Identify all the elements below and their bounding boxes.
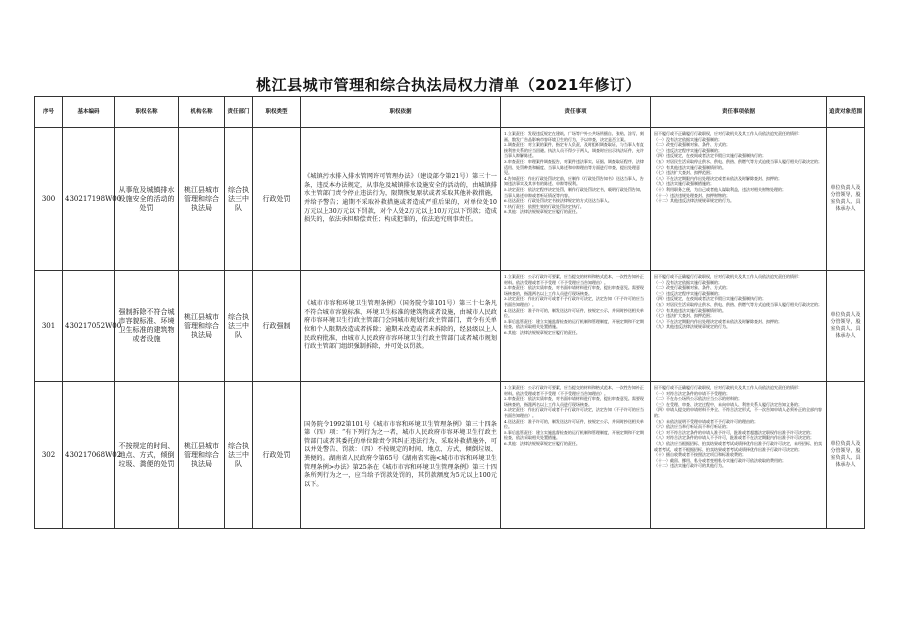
resp-item: （四）违反规定，在夜间或者法定节假日实施行政强制执行的； [654, 296, 766, 302]
resp-item: （二）不在办公场所公示依法应当公示的材料的； [654, 396, 742, 402]
row-type: 行政处罚 [253, 382, 301, 529]
row-org: 桃江县城市管理和综合执法局 [179, 382, 225, 529]
resp-item: （十二）违法实施行政许可的其他行为。 [654, 463, 726, 469]
row-type: 行政强制 [253, 271, 301, 382]
resp-item: （六）有其他违法实施行政强制情形的。 [654, 307, 726, 313]
resp-item: （二）改变行政强制对象、条件、方式的； [654, 142, 730, 148]
resp-item: （八）对符合法定条件的申请人不予许可，批准或者不在法定期限内作出准予许可决定的； [654, 435, 814, 441]
header-basis: 职权依据 [301, 97, 501, 128]
duty-item: 2.审查责任：依法实质审查，对书面申请材料进行审查，提出审查意见。需要现场核查的，指派两名以上工作人员进行现场核查。 [504, 396, 644, 407]
row-no: 301 [35, 271, 63, 382]
resp-item: （九）依法应当根据招标、拍卖结果或者考试成绩择优作出准予行政许可决定，未经招标、拍卖或者考试，或者不根据招标、拍卖结果或者考试成绩择优作出准予行政许可决定的； [654, 440, 822, 452]
resp-item: （五）未依法说明不受理申请或者不予行政许可的理由的； [654, 418, 758, 424]
row-accountable: 单位负责人及分管领导，股室负责人、具体承办人 [827, 271, 865, 382]
row-accountable: 单位负责人及分管领导，股室负责人、具体承办人 [827, 128, 865, 271]
resp-item: （九）其他违反法律法规规章规定的行为。 [654, 324, 730, 330]
duty-item: 4.送达责任：准予许可的，制发送达许可证件，按规定公示，并同时抄送相关单位。 [504, 418, 644, 430]
duty-item: 5.事后监管责任：建立实施监督检查的运行机制和管理制度，开展定期和不定期检查，依法采取相关处置措施。 [504, 429, 644, 441]
header-dept: 责任部门 [225, 97, 253, 128]
row-duties [501, 271, 651, 382]
resp-item: （七）违法扩大查封、扣押范围； [654, 170, 714, 176]
row-code: 430217068W02 [63, 382, 115, 529]
header-org: 机构名称 [179, 97, 225, 128]
duty-item: 5.决定责任：依法定程序决定处罚，制作行政处罚决定书，载明行政处罚告知、当事人陈述申辩或者听证情况等内容。 [504, 186, 644, 198]
row-basis: 《城市市容和环境卫生管理条例》（国务院令第101号）第三十七条凡不符合城市容貌标准、环境卫生标准的建筑物或者设施，由城市人民政府市容环境卫生行政主管部门会同城市规划行政主管部门，责令有关单位和个人限期改造或者拆除；逾期未改造或者未拆除的，经县级以上人民政府批准，由城市人民政府市容环境卫生行政主管部门或者城市规划行政主管部门组织强制拆除，并可处以罚款。 [301, 271, 501, 382]
row-accountable: 单位负责人及分管领导，股室负责人、具体承办人 [827, 382, 865, 529]
duty-item: 6.送达责任：行政处罚决定书按法律规定的方式送达当事人。 [504, 198, 612, 204]
header-no: 序号 [35, 97, 63, 128]
duty-item: 3.决定责任：作出行政许可或者不予行政许可决定，法定告知（不予许可的应当书面告知理由）。 [504, 296, 644, 307]
resp-item: （七）对不符合法定条件的申请人准予许可，批准或者超越法定职权作出准予许可决定的； [654, 429, 814, 435]
table-row [35, 128, 865, 271]
duty-item: 4.告知责任：作出行政处罚决定前，应制作《行政处罚告知书》送达当事人，告知违法事实及其享有的陈述、申辩等权利。 [504, 175, 644, 187]
header-duties: 责任事项 [501, 97, 651, 128]
duty-item: 2.审查责任：依法实质审查，对书面申请材料进行审查，提出审查意见。需要现场核查的，指派两名以上工作人员进行现场核查。 [504, 285, 644, 296]
row-resp [651, 382, 827, 529]
resp-item: （八）不在法定期限内作出处理决定或者未依法及时解除查封、扣押的； [654, 318, 782, 324]
table-row [35, 271, 865, 382]
row-resp [651, 128, 827, 271]
resp-item: （十一）截留、挪用、私分或者变相私分实施行政许可依法收取的费用的； [654, 457, 786, 463]
resp-item: （十）擅自收费或者不按照法定项目和标准收费的； [654, 452, 746, 458]
resp-item: （七）违法扩大查封、扣押范围； [654, 313, 714, 319]
resp-item: 因不履行或不正确履行行政职权，应对行政机关及其工作人员依法追究责任的情形： [654, 131, 802, 136]
resp-item: （四）违反规定，在夜间或者法定节假日实施行政强制执行的； [654, 153, 766, 159]
power-list-table [34, 96, 865, 529]
duty-item: 3.决定责任：作出行政许可或者不予行政许可决定，法定告知（不予许可的应当书面告知理由）。 [504, 407, 644, 418]
header-accountable: 追责对象范围 [827, 97, 865, 128]
resp-item: （十一）违法违规处理查封、扣押财物的； [654, 192, 730, 198]
duty-item: 2.调查责任：对立案的案件，指定专人负责，及时组织调查取证，与当事人有直接利害关系的应当回避。执法人员不得少于两人，调查时应出示执法证件，允许当事人辩解陈述。 [504, 142, 644, 159]
row-type: 行政处罚 [253, 128, 301, 271]
resp-item: （十）利用职务之便，为自己或者他人谋取利益，违法对相关财物处理的； [654, 186, 786, 192]
row-name: 强制拆除不符合城市容貌标准、环境卫生标准的建筑物或者设施 [115, 271, 179, 382]
resp-item: （十二）其他违反法律法规规章规定的行为。 [654, 198, 734, 204]
resp-item: （九）违法实施行政强制措施的； [654, 181, 714, 187]
row-duties [501, 382, 651, 529]
duty-item: 1.立案责任：发现违反规定在建筑、广场等户外公共场所擅自、张贴、涂写、刻画、散发广告品影响市容环境卫生的行为，予以审查，决定是否立案。 [504, 131, 644, 142]
duty-item: 6.其他：法律法规规章规定应履行的责任。 [504, 329, 580, 335]
duty-item: 4.送达责任：准予许可的，制发送达许可证件，按规定公示，并同时抄送相关单位。 [504, 307, 644, 319]
resp-item: （一）没有法定依据实施行政强制的； [654, 279, 722, 285]
duty-item: 6.其他：法律法规规章规定应履行的责任。 [504, 440, 580, 446]
row-basis: 国务院令1992第101号《城市市容和环境卫生管理条例》第三十四条第（四）项：“有下列行为之一者，城市人民政府市容环境卫生行政主管部门或者其委托的单位除责令其纠正违法行为、采取补救措施外，可以并处警告、罚款：（四）不按规定的时间、地点、方式，倾倒垃圾、粪便的。湖南省人民政府令第65号《湖南省实施<城市市容和环境卫生管理条例>办法》第25条在《城市市容和环境卫生管理条例》第三十四条所列行为之一，应当给予罚款处罚的，其罚款额度为5元以上100元以下。 [301, 382, 501, 529]
duty-item: 3.审查责任：审理案件调查报告，对案件违法事实、证据、调查取证程序、法律适用、处罚种类和幅度、当事人陈述和申辩理由等方面进行审查，提出处理意见。 [504, 158, 644, 176]
table-row [35, 382, 865, 529]
resp-item: 因不履行或不正确履行行政职权，应对行政机关及其工作人员依法追究责任的情形： [654, 274, 802, 279]
header-code: 基本编码 [63, 97, 115, 128]
resp-item: （一）对符合法定条件的申请不予受理的； [654, 390, 730, 396]
row-no: 300 [35, 128, 63, 271]
resp-item: （四）申请人提交的申请材料不齐全、不符合法定形式，不一次告知申请人必须补正的全部内容的； [654, 407, 822, 418]
duty-item: 7.执行责任：依照生效的行政处罚决定执行。 [504, 203, 584, 209]
row-basis: 《城镇污水排入排水管网许可管理办法》（建设部令第21号）第三十一条，违反本办法规定，从事危及城镇排水设施安全的活动的，由城镇排水主管部门责令停止违法行为，限期恢复原状或者采取其他补救措施，并给予警告；逾期不采取补救措施或者造成严重后果的，对单位处10万元以上30万元以下罚款，对个人处2万元以上10万元以下罚款；造成损失的，依法承担赔偿责任；构成犯罪的，依法追究刑事责任。 [301, 128, 501, 271]
resp-item: （六）依法应当举行听证而不举行听证的； [654, 424, 730, 430]
row-duties [501, 128, 651, 271]
duty-item: 1.立案责任：公示行政许可要素，应当提交的材料和格式范本，一次性告知补正材料。依法受理或者不予受理（不予受理应当告知理由）。 [504, 385, 644, 396]
duty-item: 1.立案责任：公示行政许可要素，应当提交的材料和格式范本，一次性告知补正材料。依法受理或者不予受理（不予受理应当告知理由）。 [504, 274, 644, 285]
header-type: 职权类型 [253, 97, 301, 128]
row-resp [651, 271, 827, 382]
row-no: 302 [35, 382, 63, 529]
row-name: 从事危及城镇排水设施安全的活动的处罚 [115, 128, 179, 271]
resp-item: （八）不在法定期限内作出处理决定或者未依法及时解除查封、扣押的； [654, 175, 782, 181]
row-dept: 综合执法三中队 [225, 271, 253, 382]
resp-item: （五）对居民生活采取停止供水、供电、供热、供燃气等方式迫使当事人履行相关行政决定的； [654, 158, 822, 164]
resp-item: （六）有其他违法实施行政强制情形的。 [654, 164, 726, 170]
resp-item: （三）在受理、审查、决定过程中，未向申请人、利害关系人履行法定告知义务的； [654, 401, 802, 407]
duty-item: 5.事后监管责任：建立实施监督检查的运行机制和管理制度，开展定期和不定期检查，依法采取相关处置措施。 [504, 318, 644, 330]
resp-item: （三）违反法定程序实施行政强制的； [654, 290, 722, 296]
header-name: 职权名称 [115, 97, 179, 128]
page-title: 桃江县城市管理和综合执法局权力清单（2021年修订） [256, 76, 641, 94]
row-org: 桃江县城市管理和综合执法局 [179, 128, 225, 271]
resp-item: （三）违反法定程序实施行政强制的； [654, 147, 722, 153]
header-resp: 责任事项依据 [651, 97, 827, 128]
row-code: 430217052W00 [63, 271, 115, 382]
header-row [35, 97, 865, 128]
row-dept: 综合执法三中队 [225, 382, 253, 529]
resp-item: （一）没有法定依据实施行政强制的； [654, 136, 722, 142]
resp-item: （五）对居民生活采取停止供水、供电、供热、供燃气等方式迫使当事人履行相关行政决定的； [654, 301, 822, 307]
resp-item: 因不履行或不正确履行行政职权，应对行政机关及其工作人员依法追究责任的情形： [654, 385, 802, 390]
row-dept: 综合执法三中队 [225, 128, 253, 271]
row-code: 430217198W00 [63, 128, 115, 271]
duty-item: 8.其他：法律法规规章规定应履行的责任。 [504, 209, 580, 215]
row-org: 桃江县城市管理和综合执法局 [179, 271, 225, 382]
resp-item: （二）改变行政强制对象、条件、方式的； [654, 285, 730, 291]
row-name: 不按规定的时间、地点、方式，倾倒垃圾、粪便的处罚 [115, 382, 179, 529]
